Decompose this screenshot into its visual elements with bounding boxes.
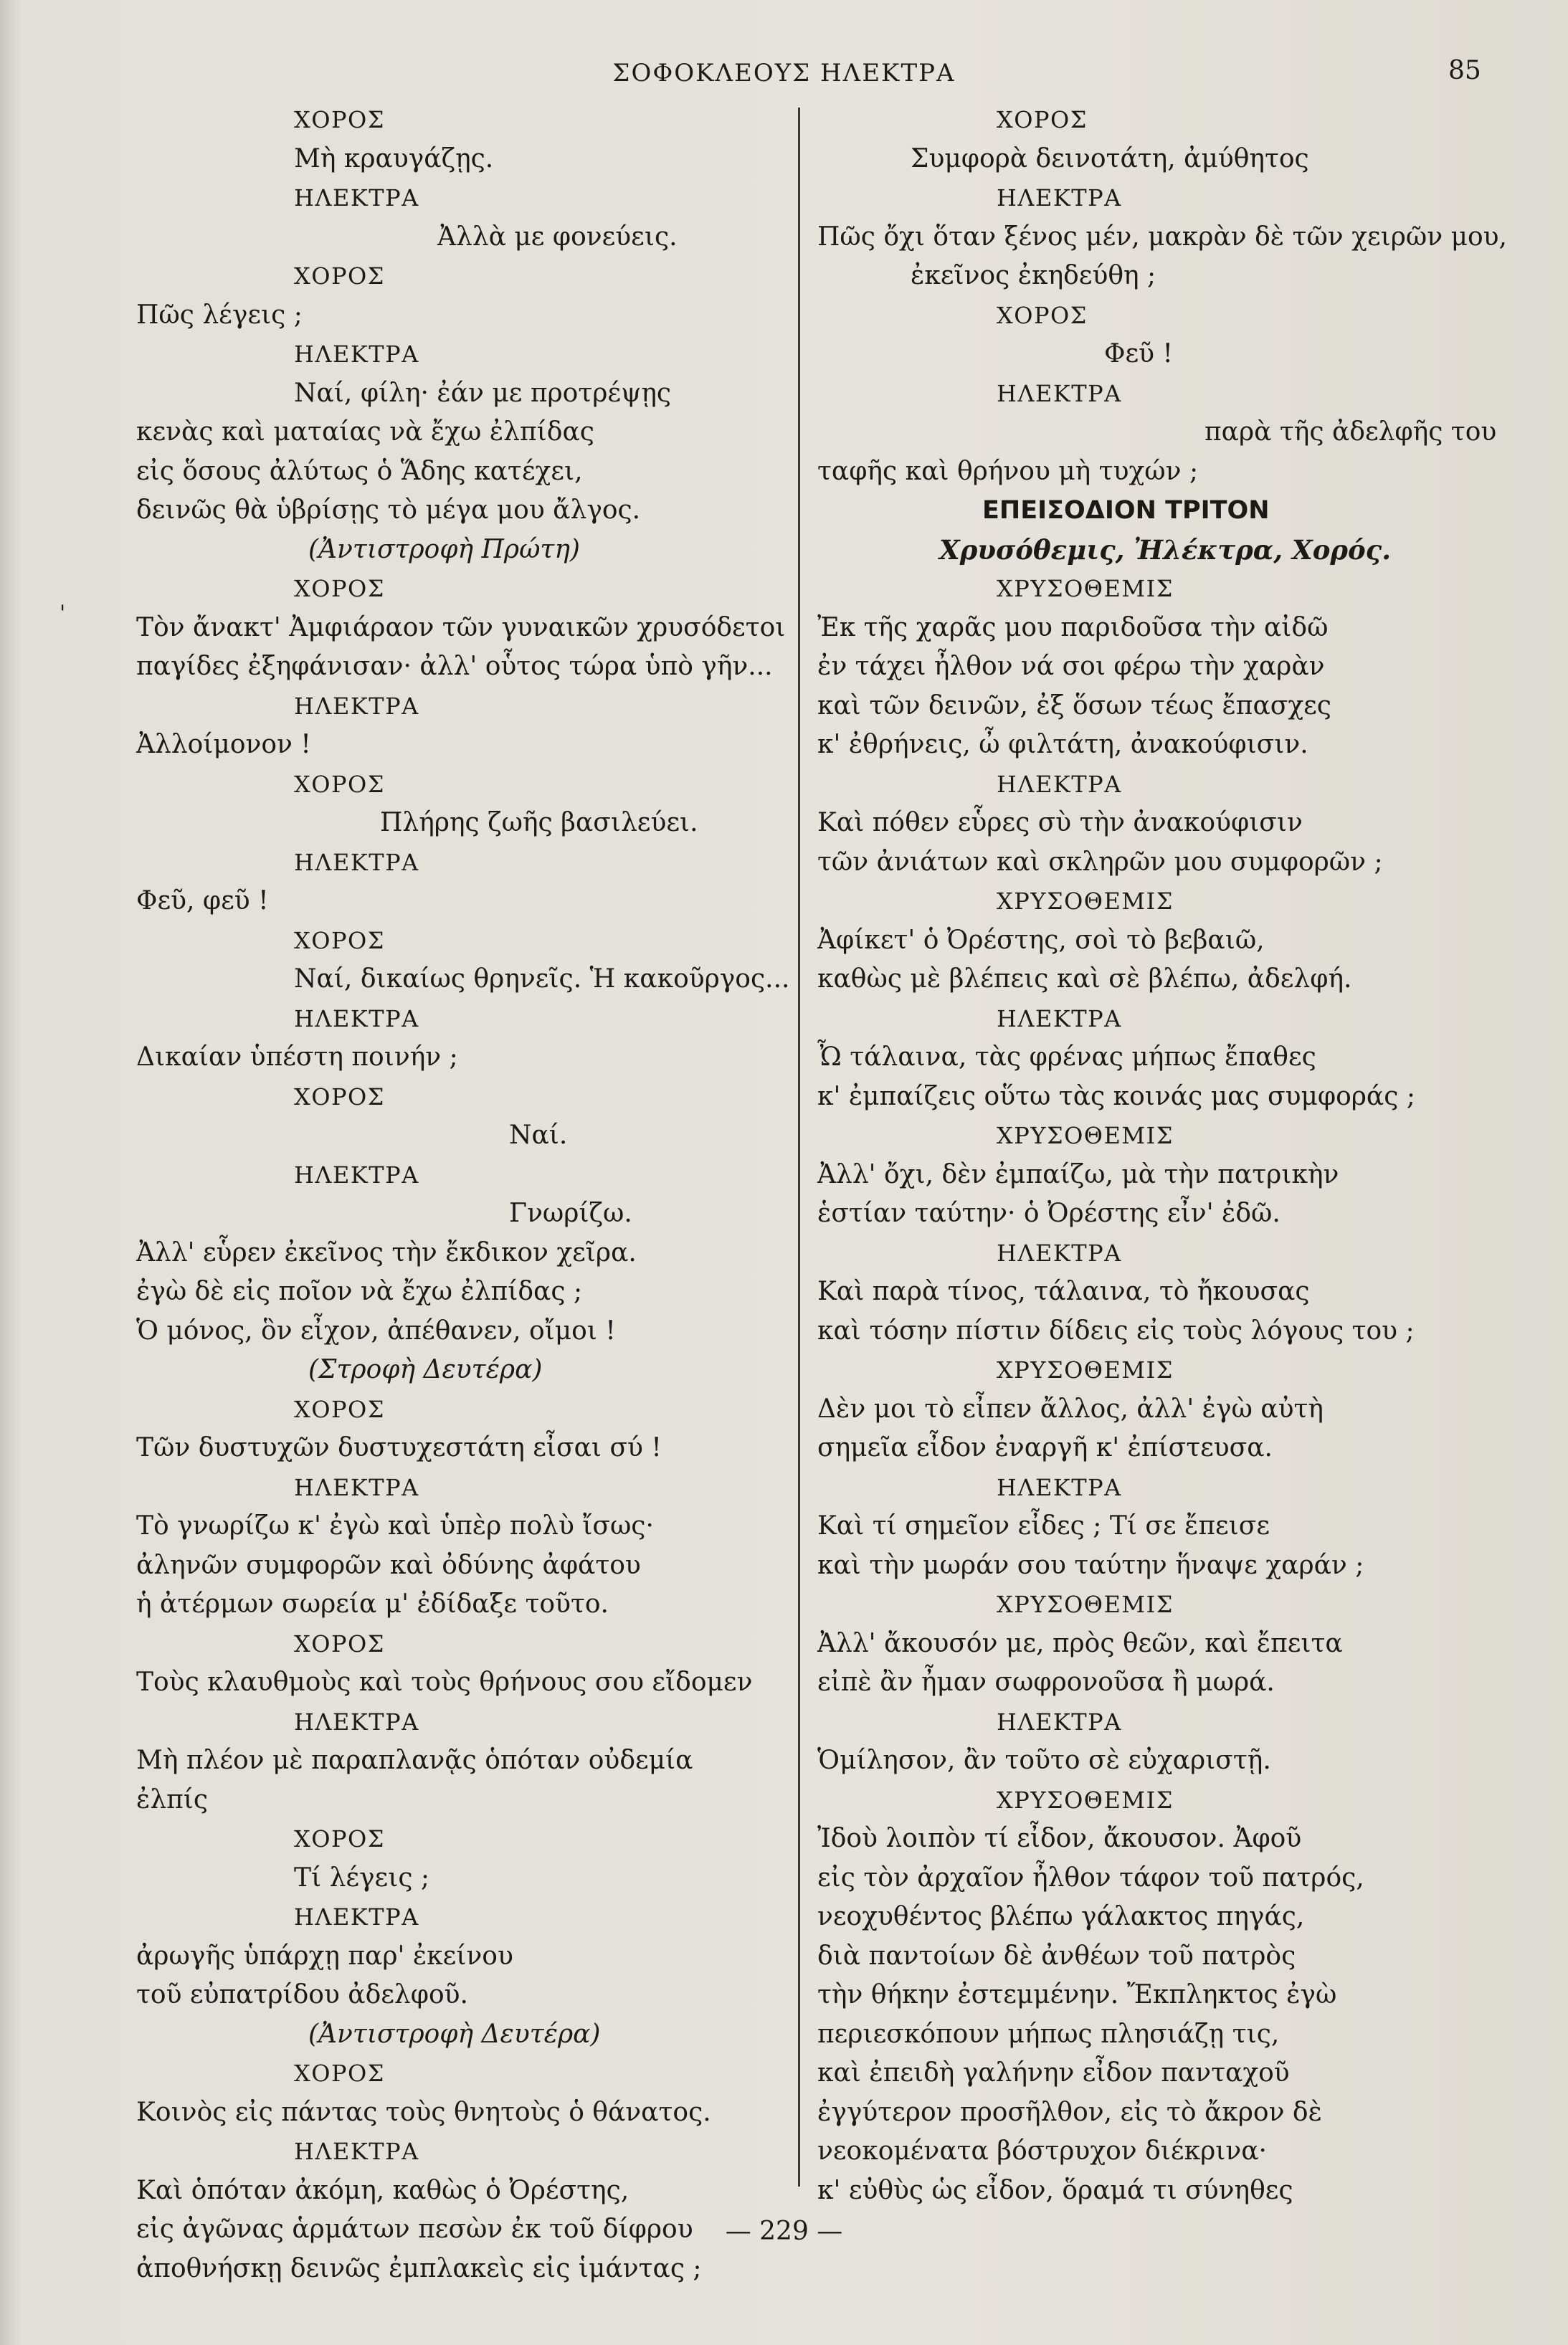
- verse-line: Ὁμίλησον, ἂν τοῦτο σὲ εὐχαριστῇ.: [817, 1746, 1271, 1775]
- speaker-name: ΗΛΕΚΤΡΑ: [294, 692, 419, 720]
- episode-heading: ΕΠΕΙΣΟΔΙΟΝ ΤΡΙΤΟΝ: [982, 496, 1270, 525]
- speaker-name: ΗΛΕΚΤΡΑ: [294, 1161, 419, 1189]
- verse-line: Καὶ παρὰ τίνος, τάλαινα, τὸ ἤκουσας: [817, 1277, 1310, 1306]
- section-heading: (Ἀντιστροφὴ Πρώτη): [308, 534, 580, 564]
- speaker-name: ΧΟΡΟΣ: [294, 926, 385, 954]
- verse-line: Φεῦ, φεῦ !: [136, 886, 269, 915]
- speaker-name: ΗΛΕΚΤΡΑ: [294, 341, 419, 368]
- verse-line: ἀληνῶν συμφορῶν καὶ ὀδύνης ἀφάτου: [136, 1550, 641, 1580]
- verse-line: δεινῶς θὰ ὑβρίσῃς τὸ μέγα μου ἄλγος.: [136, 495, 641, 525]
- speaker-name: ΗΛΕΚΤΡΑ: [997, 1708, 1122, 1736]
- verse-line: ἐκεῖνος ἐκηδεύθη ;: [911, 261, 1156, 290]
- speaker-name: ΧΟΡΟΣ: [294, 1825, 385, 1852]
- verse-line: Καὶ ὁπόταν ἀκόμη, καθὼς ὁ Ὀρέστης,: [136, 2175, 629, 2205]
- verse-line: Καὶ πόθεν εὗρες σὺ τὴν ἀνακούφισιν: [817, 808, 1303, 837]
- speaker-name: ΧΡΥΣΟΘΕΜΙΣ: [997, 1356, 1174, 1384]
- verse-line: ἡ ἀτέρμων σωρεία μ' ἐδίδαξε τοῦτο.: [136, 1589, 609, 1619]
- characters-heading: Χρυσόθεμις, Ἠλέκτρα, Χορός.: [939, 533, 1392, 566]
- verse-line: Ἀλλὰ με φονεύεις.: [437, 222, 678, 252]
- speaker-name: ΧΡΥΣΟΘΕΜΙΣ: [997, 575, 1174, 602]
- verse-line: τὴν θήκην ἐστεμμένην. Ἔκπληκτος ἐγὼ: [817, 1980, 1337, 2009]
- verse-line: ἐλπίς: [136, 1784, 209, 1814]
- speaker-name: ΗΛΕΚΤΡΑ: [997, 1473, 1122, 1501]
- verse-line: καὶ ἐπειδὴ γαλήνην εἶδον πανταχοῦ: [817, 2058, 1290, 2088]
- verse-line: Τῶν δυστυχῶν δυστυχεστάτη εἶσαι σύ !: [136, 1433, 662, 1462]
- speaker-name: ΧΟΡΟΣ: [294, 575, 385, 602]
- verse-line: κ' ἐθρήνεις, ὦ φιλτάτη, ἀνακούφισιν.: [817, 730, 1308, 759]
- verse-line: νεοχυθέντος βλέπω γάλακτος πηγάς,: [817, 1902, 1305, 1931]
- verse-line: Ὦ τάλαινα, τὰς φρένας μήπως ἔπαθες: [817, 1042, 1316, 1072]
- verse-line: Ἐκ τῆς χαρᾶς μου παριδοῦσα τὴν αἰδῶ: [817, 612, 1329, 642]
- speaker-name: ΧΡΥΣΟΘΕΜΙΣ: [997, 1786, 1174, 1814]
- verse-line: τῶν ἀνιάτων καὶ σκληρῶν μου συμφορῶν ;: [817, 847, 1383, 877]
- verse-line: νεοκομένατα βόστρυχον διέκρινα·: [817, 2136, 1267, 2166]
- speaker-name: ΗΛΕΚΤΡΑ: [294, 1903, 419, 1931]
- verse-line: καὶ τόσην πίστιν δίδεις εἰς τοὺς λόγους του ;: [817, 1316, 1415, 1346]
- verse-line: ταφῆς καὶ θρήνου μὴ τυχών ;: [817, 456, 1199, 486]
- verse-line: παρὰ τῆς ἀδελφῆς του: [1204, 417, 1497, 447]
- section-heading: (Στροφὴ Δευτέρα): [308, 1355, 543, 1384]
- verse-line: καθὼς μὲ βλέπεις καὶ σὲ βλέπω, ἀδελφή.: [817, 964, 1352, 994]
- verse-line: Ἰδοὺ λοιπὸν τί εἶδον, ἄκουσον. Ἀφοῦ: [817, 1824, 1302, 1853]
- verse-line: καὶ τῶν δεινῶν, ἐξ ὅσων τέως ἔπασχες: [817, 690, 1331, 720]
- verse-line: Φεῦ !: [1104, 339, 1173, 368]
- speaker-name: ΗΛΕΚΤΡΑ: [997, 1004, 1122, 1032]
- speaker-name: ΗΛΕΚΤΡΑ: [294, 2138, 419, 2165]
- verse-line: παγίδες ἐξηφάνισαν· ἀλλ' οὗτος τώρα ὑπὸ γῆν...: [136, 652, 773, 681]
- verse-line: κενὰς καὶ ματαίας νὰ ἔχω ἐλπίδας: [136, 417, 594, 447]
- verse-line: Ὁ μόνος, ὃν εἶχον, ἀπέθανεν, οἴμοι !: [136, 1316, 616, 1346]
- verse-line: Τοὺς κλαυθμοὺς καὶ τοὺς θρήνους σου εἴδομεν: [136, 1668, 753, 1697]
- speaker-name: ΧΡΥΣΟΘΕΜΙΣ: [997, 1122, 1174, 1149]
- verse-line: περιεσκόπουν μήπως πλησιάζῃ τις,: [817, 2019, 1280, 2049]
- verse-line: Δὲν μοι τὸ εἶπεν ἄλλος, ἀλλ' ἐγὼ αὐτὴ: [817, 1394, 1324, 1424]
- speaker-name: ΗΛΕΚΤΡΑ: [294, 1473, 419, 1501]
- verse-line: Ἀλλ' ἄκουσόν με, πρὸς θεῶν, καὶ ἔπειτα: [817, 1628, 1343, 1658]
- speaker-name: ΧΟΡΟΣ: [294, 106, 385, 133]
- running-header-title: ΣΟΦΟΚΛΕΟΥΣ ΗΛΕΚΤΡΑ: [612, 59, 956, 87]
- verse-line: τοῦ εὐπατρίδου ἀδελφοῦ.: [136, 1980, 468, 2009]
- verse-line: Δικαίαν ὑπέστη ποινήν ;: [136, 1042, 458, 1072]
- column-divider: [798, 108, 800, 2187]
- verse-line: ἀρωγῆς ὑπάρχῃ παρ' ἐκείνου: [136, 1941, 513, 1971]
- verse-line: εἰπὲ ἂν ἦμαν σωφρονοῦσα ἢ μωρά.: [817, 1668, 1275, 1697]
- verse-line: ἀποθνήσκῃ δεινῶς ἐμπλακεὶς εἰς ἱμάντας ;: [136, 2253, 702, 2283]
- speaker-name: ΧΟΡΟΣ: [294, 1630, 385, 1657]
- verse-line: κ' εὐθὺς ὡς εἶδον, ὅραμά τι σύνηθες: [817, 2175, 1293, 2205]
- verse-line: Συμφορὰ δεινοτάτη, ἀμύθητος: [911, 143, 1309, 173]
- verse-line: εἰς ὅσους ἀλύτως ὁ Ἅδης κατέχει,: [136, 456, 583, 486]
- speaker-name: ΧΟΡΟΣ: [294, 1395, 385, 1423]
- speaker-name: ΗΛΕΚΤΡΑ: [294, 1708, 419, 1736]
- footer-folio: — 229 —: [725, 2217, 843, 2246]
- speaker-name: ΗΛΕΚΤΡΑ: [997, 1239, 1122, 1267]
- verse-line: καὶ τὴν μωράν σου ταύτην ἥναψε χαράν ;: [817, 1550, 1364, 1580]
- speaker-name: ΧΟΡΟΣ: [294, 262, 385, 290]
- speaker-name: ΧΟΡΟΣ: [294, 770, 385, 798]
- speaker-name: ΧΟΡΟΣ: [294, 1083, 385, 1110]
- verse-line: Κοινὸς εἰς πάντας τοὺς θνητοὺς ὁ θάνατος.: [136, 2097, 711, 2127]
- speaker-name: ΧΡΥΣΟΘΕΜΙΣ: [997, 1591, 1174, 1618]
- verse-line: κ' ἐμπαίζεις οὕτω τὰς κοινάς μας συμφοράς ;: [817, 1081, 1415, 1111]
- verse-line: Τί λέγεις ;: [294, 1863, 430, 1893]
- verse-line: Πῶς ὄχι ὅταν ξένος μέν, μακρὰν δὲ τῶν χειρῶν μου,: [817, 222, 1507, 252]
- speaker-name: ΗΛΕΚΤΡΑ: [294, 848, 419, 876]
- verse-line: ἑστίαν ταύτην· ὁ Ὀρέστης εἶν' ἐδῶ.: [817, 1199, 1280, 1228]
- speaker-name: ΧΟΡΟΣ: [294, 2060, 385, 2087]
- right-column: [817, 100, 1506, 2210]
- section-heading: (Ἀντιστροφὴ Δευτέρα): [308, 2019, 601, 2049]
- verse-line: Τὸ γνωρίζω κ' ἐγὼ καὶ ὑπὲρ πολὺ ἴσως·: [136, 1511, 654, 1541]
- verse-line: Πλήρης ζωῆς βασιλεύει.: [380, 808, 698, 837]
- speaker-name: ΗΛΕΚΤΡΑ: [997, 184, 1122, 211]
- verse-line: Καὶ τί σημεῖον εἶδες ; Τί σε ἔπεισε: [817, 1511, 1270, 1541]
- speaker-name: ΗΛΕΚΤΡΑ: [997, 770, 1122, 798]
- speaker-name: ΧΟΡΟΣ: [997, 106, 1088, 133]
- verse-line: διὰ παντοίων δὲ ἀνθέων τοῦ πατρὸς: [817, 1941, 1296, 1971]
- speaker-name: ΧΡΥΣΟΘΕΜΙΣ: [997, 888, 1174, 915]
- page-number: 85: [1448, 56, 1481, 85]
- verse-line: Ἀλλοίμονον !: [136, 730, 311, 759]
- speaker-name: ΗΛΕΚΤΡΑ: [997, 379, 1122, 407]
- verse-line: Ναί, φίλη· ἐάν με προτρέψῃς: [294, 378, 672, 408]
- verse-line: Ἀφίκετ' ὁ Ὀρέστης, σοὶ τὸ βεβαιῶ,: [817, 925, 1265, 955]
- verse-line: ἐγγύτερον προσῆλθον, εἰς τὸ ἄκρον δὲ: [817, 2097, 1322, 2127]
- verse-line: εἰς ἀγῶνας ἁρμάτων πεσὼν ἐκ τοῦ δίφρου: [136, 2215, 693, 2244]
- verse-line: Μὴ κραυγάζῃς.: [294, 143, 494, 173]
- verse-line: Ναί.: [509, 1121, 568, 1150]
- verse-line: σημεῖα εἶδον ἐναργῆ κ' ἐπίστευσα.: [817, 1433, 1273, 1462]
- verse-line: Ναί, δικαίως θρηνεῖς. Ἡ κακοῦργος...: [294, 964, 790, 994]
- margin-mark: ': [60, 601, 66, 626]
- verse-line: Μὴ πλέον μὲ παραπλανᾷς ὁπόταν οὐδεμία: [136, 1746, 693, 1775]
- speaker-name: ΗΛΕΚΤΡΑ: [294, 1004, 419, 1032]
- verse-line: ἐν τάχει ἦλθον νά σοι φέρω τὴν χαρὰν: [817, 652, 1325, 681]
- verse-line: Γνωρίζω.: [509, 1199, 632, 1228]
- speaker-name: ΗΛΕΚΤΡΑ: [294, 184, 419, 211]
- verse-line: Τὸν ἄνακτ' Ἀμφιάραον τῶν γυναικῶν χρυσόδετοι: [136, 612, 786, 642]
- verse-line: ἐγὼ δὲ εἰς ποῖον νὰ ἔχω ἐλπίδας ;: [136, 1277, 583, 1306]
- verse-line: εἰς τὸν ἀρχαῖον ἦλθον τάφον τοῦ πατρός,: [817, 1863, 1364, 1893]
- verse-line: Ἀλλ' ὄχι, δὲν ἐμπαίζω, μὰ τὴν πατρικὴν: [817, 1159, 1339, 1189]
- left-column: [136, 100, 790, 2288]
- verse-line: Πῶς λέγεις ;: [136, 300, 303, 330]
- speaker-name: ΧΟΡΟΣ: [997, 301, 1088, 329]
- verse-line: Ἀλλ' εὗρεν ἐκεῖνος τὴν ἔκδικον χεῖρα.: [136, 1237, 637, 1267]
